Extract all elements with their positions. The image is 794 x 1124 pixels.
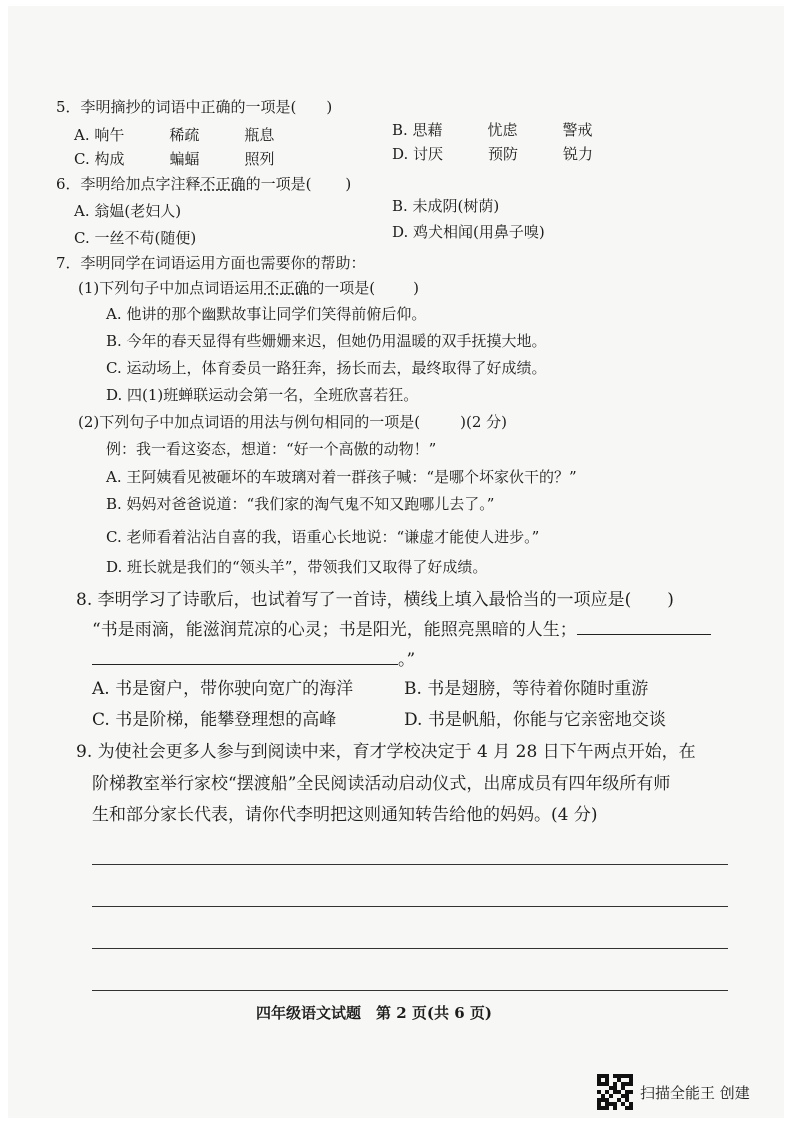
q7-part2-option-c: C. 老师看着沾沾自喜的我，语重心长地说：“谦虚才能使人进步。”: [106, 528, 540, 546]
q7-part1-option-d: D. 四(1)班蝉联运动会第一名，全班欣喜若狂。: [106, 386, 419, 404]
q5-option-d: D. 讨厌 预防 锐力: [392, 145, 594, 163]
q6-option-b: B. 未成阴(树荫): [392, 197, 500, 215]
q9-text-line-1: 9. 为使社会更多人参与到阅读中来，育才学校决定于 4 月 28 日下午两点开始，在: [76, 742, 696, 762]
q8-answer-blank-2[interactable]: [92, 664, 398, 665]
q9-answer-line-4[interactable]: [92, 990, 728, 991]
watermark-text: 扫描全能王 创建: [640, 1084, 750, 1102]
q7-part1-stem: (1)下列句子中加点词语运用不正确的一项是( ): [78, 279, 419, 297]
q5-option-a: A. 响午 稀疏 瓶息: [74, 126, 275, 144]
q8-option-a: A. 书是窗户，带你驶向宽广的海洋: [92, 679, 354, 699]
q6-option-a: A. 翁媪(老妇人): [74, 202, 182, 220]
q6-stem-emphasis: 不正确: [200, 175, 246, 193]
q7-part2-stem: (2)下列句子中加点词语的用法与例句相同的一项是( )(2 分): [78, 413, 507, 431]
q8-stem: 8. 李明学习了诗歌后，也试着写了一首诗，横线上填入最恰当的一项应是( ): [76, 590, 674, 610]
q8-poem: “书是雨滴，能滋润荒凉的心灵；书是阳光，能照亮黑暗的人生；: [92, 618, 711, 642]
q7-part1-emphasis: 不正确: [264, 279, 310, 297]
q7-part1-option-b: B. 今年的春天显得有些姗姗来迟，但她仍用温暖的双手抚摸大地。: [106, 332, 547, 350]
q9-answer-line-1[interactable]: [92, 864, 728, 865]
q5-option-b: B. 思藉 忧虑 警戒: [392, 121, 593, 139]
q7-part2-option-a: A. 王阿姨看见被砸坏的车玻璃对着一群孩子喊：“是哪个坏家伙干的？”: [106, 468, 577, 486]
q7-part2-example: 例：我一看这姿态，想道：“好一个高傲的动物！”: [106, 440, 437, 458]
q8-poem-end: 。”: [92, 648, 415, 672]
q8-option-c: C. 书是阶梯，能攀登理想的高峰: [92, 710, 337, 730]
q7-part1-option-a: A. 他讲的那个幽默故事让同学们笑得前俯后仰。: [106, 305, 427, 323]
q5-option-c: C. 构成 蝙蝠 照列: [74, 150, 275, 168]
q6-option-c: C. 一丝不苟(随便): [74, 229, 197, 247]
q6-option-d: D. 鸡犬相闻(用鼻子嗅): [392, 223, 545, 241]
q9-text-line-3: 生和部分家长代表，请你代李明把这则通知转告给他的妈妈。(4 分): [92, 805, 598, 825]
q8-option-d: D. 书是帆船，你能与它亲密地交谈: [404, 710, 666, 730]
q9-text-line-2: 阶梯教室举行家校“摆渡船”全民阅读活动启动仪式，出席成员有四年级所有师: [92, 774, 671, 794]
q9-answer-line-2[interactable]: [92, 906, 728, 907]
q5-stem: 5．李明摘抄的词语中正确的一项是( ): [56, 98, 333, 116]
q7-stem: 7．李明同学在词语运用方面也需要你的帮助：: [56, 254, 366, 272]
page-footer: 四年级语文试题 第 2 页(共 6 页): [256, 1004, 492, 1022]
q7-part1-option-c: C. 运动场上，体育委员一路狂奔，扬长而去，最终取得了好成绩。: [106, 359, 547, 377]
qr-code-icon: [597, 1074, 633, 1110]
q7-part2-option-d: D. 班长就是我们的“领头羊”，带领我们又取得了好成绩。: [106, 558, 488, 576]
q6-stem: 6．李明给加点字注释不正确的一项是( ): [56, 175, 352, 193]
q8-answer-blank-1[interactable]: [577, 634, 711, 635]
q8-option-b: B. 书是翅膀，等待着你随时重游: [404, 679, 649, 699]
q7-part2-option-b: B. 妈妈对爸爸说道：“我们家的淘气鬼不知又跑哪儿去了。”: [106, 495, 495, 513]
q9-answer-line-3[interactable]: [92, 948, 728, 949]
